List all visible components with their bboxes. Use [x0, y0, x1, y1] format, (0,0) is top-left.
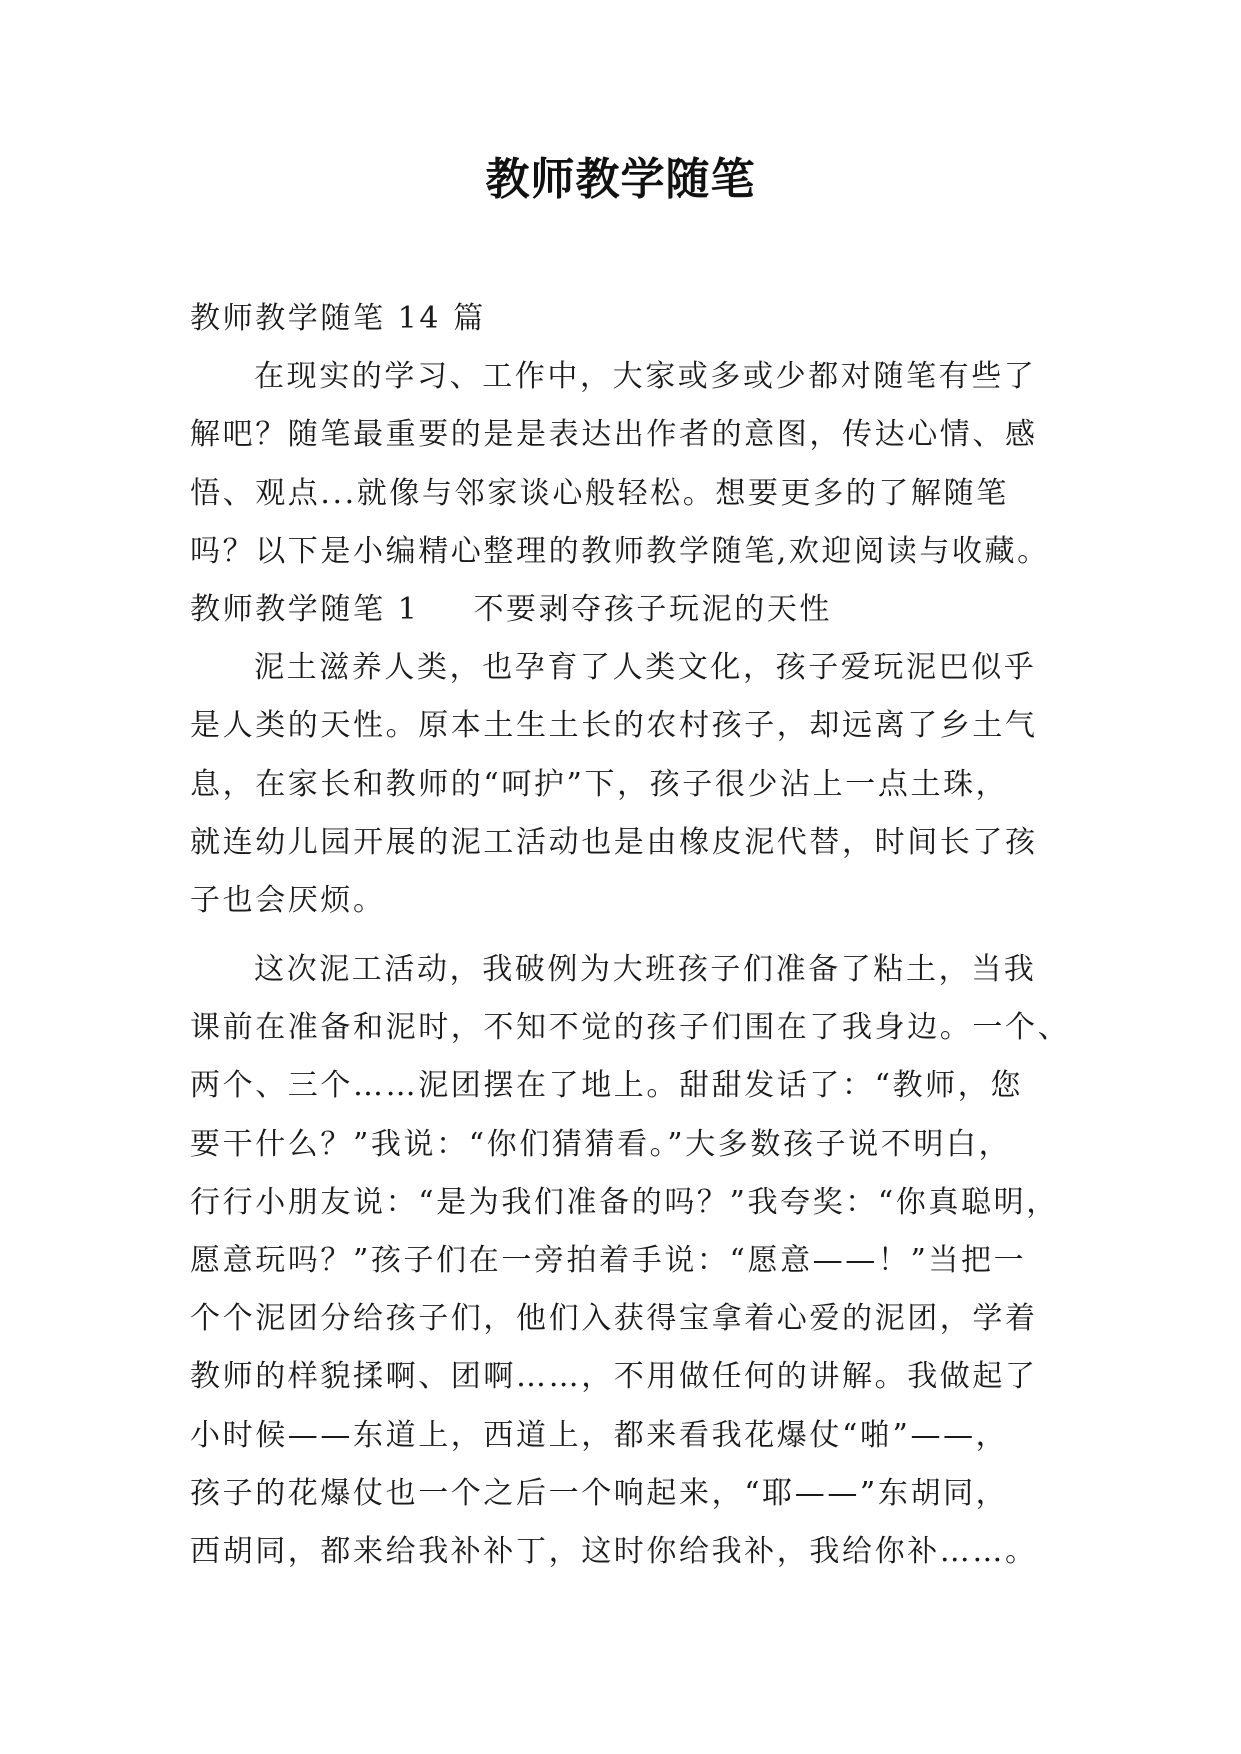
section-heading — [190, 581, 1070, 639]
intro-line: 在现实的学习、工作中，大家或多或少都对随笔有些了 — [254, 359, 1037, 395]
intro-line: 悟、观点...就像与邻家谈心般轻松。想要更多的了解随笔 — [190, 475, 1009, 511]
section-title: 不要剥夺孩子玩泥的天性 — [473, 591, 833, 627]
paragraph-line: 两个、三个……泥团摆在了地上。甜甜发话了：“教师，您 — [190, 1068, 1023, 1104]
document-body — [190, 290, 1070, 1581]
section-label: 教师教学随笔 1 — [190, 591, 420, 627]
paragraph-line: 小时候——东道上，西道上，都来看我花爆仗“啪”——， — [190, 1417, 1009, 1453]
paragraph-line: 行行小朋友说：“是为我们准备的吗？”我夸奖：“你真聪明， — [190, 1184, 1059, 1220]
paragraph-line: 教师的样貌揉啊、团啊……，不用做任何的讲解。我做起了 — [190, 1359, 1038, 1395]
document-title: 教师教学随笔 — [485, 154, 756, 205]
paragraph-line: 要干什么？”我说：“你们猜猜看。”大多数孩子说不明白， — [190, 1126, 1012, 1162]
paragraph-line: 是人类的天性。原本土生土长的农村孩子，却远离了乡土气 — [190, 708, 1038, 744]
paragraph-line: 孩子的花爆仗也一个之后一个响起来，“耶——”东胡同， — [190, 1475, 1009, 1511]
paragraph-line: 息，在家长和教师的“呵护”下，孩子很少沾上一点土珠， — [190, 766, 1009, 802]
intro-line: 解吧？随笔最重要的是是表达出作者的意图，传达心情、感 — [190, 417, 1038, 453]
intro-line: 吗？以下是小编精心整理的教师教学随笔,欢迎阅读与收藏。 — [190, 533, 1050, 569]
paragraph-line: 就连幼儿园开展的泥工活动也是由橡皮泥代替，时间长了孩 — [190, 824, 1038, 860]
paragraph-line: 愿意玩吗？”孩子们在一旁拍着手说：“愿意——！”当把一 — [190, 1243, 1027, 1278]
paragraph-line: 这次泥工活动，我破例为大班孩子们准备了粘土，当我 — [254, 952, 1037, 988]
paragraph-line: 泥土滋养人类，也孕育了人类文化，孩子爱玩泥巴似乎 — [254, 650, 1037, 686]
paragraph-line: 个个泥团分给孩子们，他们入获得宝拿着心爱的泥团，学着 — [190, 1301, 1038, 1337]
paragraph-line: 子也会厌烦。 — [190, 882, 386, 918]
subtitle: 教师教学随笔 14 篇 — [190, 301, 486, 336]
paragraph-line: 西胡同，都来给我补补丁，这时你给我补，我给你补……。 — [190, 1533, 1038, 1569]
paragraph-line: 课前在准备和泥时，不知不觉的孩子们围在了我身边。一个、 — [190, 1010, 1070, 1046]
